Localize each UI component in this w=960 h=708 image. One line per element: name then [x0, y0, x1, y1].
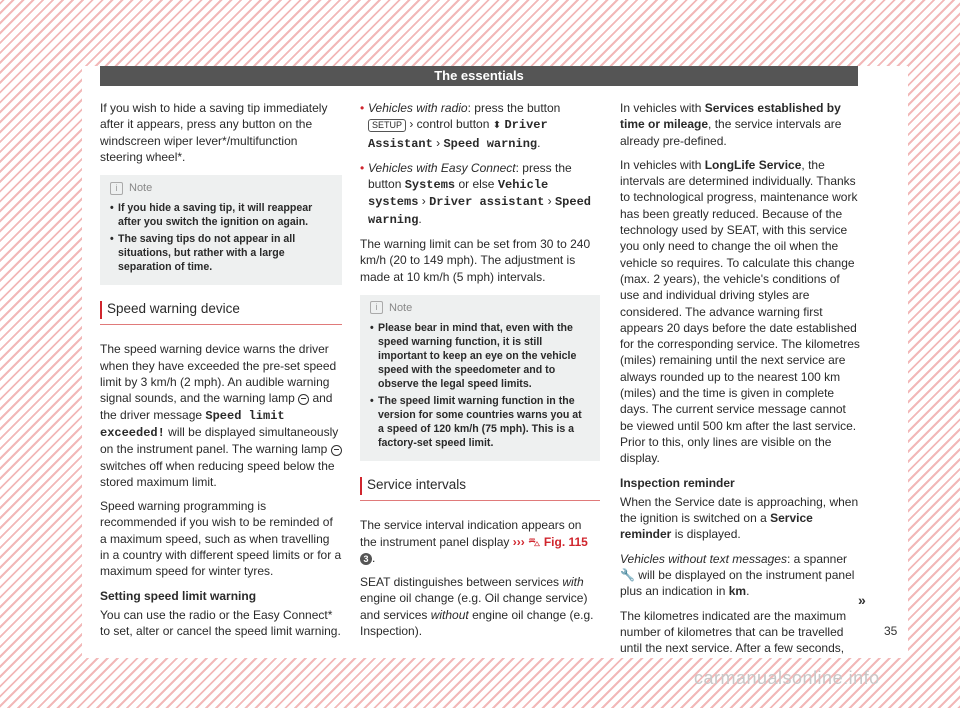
text: Service reminder [620, 511, 813, 542]
text: engine oil change (e.g. Inspection). [360, 607, 594, 639]
text: In vehicles with [620, 157, 705, 172]
text: : press the button [368, 160, 572, 192]
text: , the service intervals are already pre-defined. [620, 117, 842, 148]
note-item: • If you hide a saving tip, it will reappear after you switch the ignition on again. [110, 201, 332, 229]
callout-number: 3 [360, 553, 372, 565]
text: In vehicles with [620, 101, 705, 115]
paragraph [360, 517, 600, 566]
text: is displayed. [671, 527, 741, 542]
text: engine oil change (e.g. Oil change service) and services [360, 591, 588, 622]
paragraph: The kilometres indicated are the maximum number of kilometres that can be travelled until the next service. After a few seconds, [620, 608, 847, 656]
text: will be displayed simultaneously on the instrument panel. The warning lamp [100, 424, 339, 457]
cross-reference-arrows[interactable]: ››› [512, 534, 525, 549]
info-icon: i [370, 301, 383, 314]
figure-link[interactable]: Fig. 115 [543, 534, 588, 549]
subheading: Setting speed limit warning [100, 588, 257, 603]
column-1 [100, 100, 342, 648]
paragraph [360, 574, 600, 639]
text: with [562, 575, 584, 590]
note-header [110, 181, 332, 195]
note-item: • The speed limit warning function in the version for some countries warns you at a speed of 120 km/h (75 mph). This is a factory-set speed limit. [370, 394, 590, 450]
speed-warning-lamp-icon [298, 394, 309, 405]
text: LongLife Service [704, 157, 802, 172]
text: : press the button [467, 101, 561, 115]
text: › [544, 194, 555, 209]
text: . [372, 550, 376, 565]
paragraph [100, 341, 342, 490]
note-box [360, 295, 600, 461]
bullet-radio [360, 100, 600, 152]
note-item: • The saving tips do not appear in all situations, but rather with a large separation of time. [110, 232, 332, 274]
text: When the Service date is approaching, when the ignition is switched on a [620, 494, 859, 526]
text: or else [455, 177, 498, 192]
text: The service interval indication appears on the instrument panel display [360, 518, 582, 549]
driver-message: Speed limit exceeded! [100, 408, 285, 440]
section-heading-service-intervals: Service intervals [360, 477, 600, 501]
text: switches off when reducing speed below the stored maximum limit. [100, 458, 335, 489]
paragraph [620, 494, 860, 543]
section-heading-speed-warning: Speed warning device [100, 301, 342, 325]
info-icon: i [110, 182, 123, 195]
menu-item: Vehicle systems [368, 178, 549, 210]
page-number: 35 [884, 624, 898, 638]
paragraph: You can use the radio or the Easy Connect* to set, alter or cancel the speed limit warning. [100, 607, 341, 639]
text: and the driver message [100, 391, 333, 422]
menu-item: Speed warning [368, 195, 591, 227]
subheading: Inspection reminder [620, 475, 735, 490]
text: km [728, 584, 747, 599]
text: Services established by time or mileage [620, 101, 841, 132]
menu-item: Driver assistant [429, 195, 545, 210]
text: › [418, 194, 430, 209]
paragraph: If you wish to hide a saving tip immediately after it appears, press any button on the windscreen wiper lever*/multifunction steering wheel*. [100, 101, 328, 164]
page-header: The essentials [100, 66, 858, 86]
text: without [430, 607, 469, 622]
text: The speed warning device warns the driver when they have exceeded the pre-set speed limit by 3 km/h (2 mph). An audible warning signal sounds, and the warning lamp [100, 342, 337, 406]
bullet-easy-connect [360, 160, 600, 228]
text: SEAT distinguishes between services [360, 575, 563, 590]
text: , the intervals are determined individually. Thanks to technological progress, maintenance work has been greatly reduced. Because of the technology used by SEAT, with this service you only need to change the oil when the vehicle so requires. To calculate this change (max. 2 years), the vehicle's conditions of use and individual driving styles are considered. The advance warning first appears 20 days before the date established for the corresponding service. The kilometres (miles) remaining until the next service are always rounded up to the nearest 100 km (miles) and the time is given in complete days. The current service message cannot be viewed until 500 km after the last service. Prior to this, only lines are visible on the display. [620, 157, 860, 466]
setup-key: SETUP [368, 119, 406, 132]
column-3 [620, 100, 860, 665]
paragraph: The warning limit can be set from 30 to 240 km/h (20 to 149 mph). The adjustment is made at 10 km/h (5 mph) intervals. [360, 237, 591, 284]
text: . [746, 584, 750, 599]
paragraph [620, 157, 860, 467]
text: › [432, 135, 444, 150]
note-box [100, 175, 342, 285]
text: Vehicles without text messages [620, 551, 787, 566]
menu-item: Speed warning [443, 136, 538, 151]
speed-warning-lamp-icon [331, 445, 342, 456]
figure-icon: ⛍ [528, 534, 541, 549]
text: Vehicles with Easy Connect [368, 160, 516, 175]
text: . [418, 211, 422, 226]
text: › control button [406, 117, 493, 132]
text: will be displayed on the instrument panel plus an indication in [620, 568, 855, 599]
note-label: Note [389, 301, 413, 314]
up-down-arrows-icon: ⬍ [492, 120, 502, 132]
menu-item: Driver Assistant [368, 118, 548, 151]
menu-item: Systems [404, 178, 456, 193]
paragraph [620, 100, 860, 149]
paragraph: Speed warning programming is recommended if you wish to be reminded of a maximum speed, such as when travelling in a country with different speed limits or for a maximum speed for winter tyres. [100, 499, 342, 579]
note-label: Note [129, 182, 153, 195]
watermark: carmanualsonline.info [694, 668, 880, 688]
spanner-icon: 🔧 [620, 568, 635, 583]
note-item: • Please bear in mind that, even with the speed warning function, it is still important to keep an eye on the vehicle speed with the speedometer and to observe the legal speed limits. [370, 321, 590, 391]
text: Vehicles with radio [368, 101, 468, 115]
note-header [370, 301, 590, 315]
text: : a spanner [786, 551, 848, 566]
text: . [537, 135, 541, 150]
paragraph [620, 551, 860, 600]
continue-arrow: » [858, 592, 866, 608]
column-2 [360, 100, 600, 647]
